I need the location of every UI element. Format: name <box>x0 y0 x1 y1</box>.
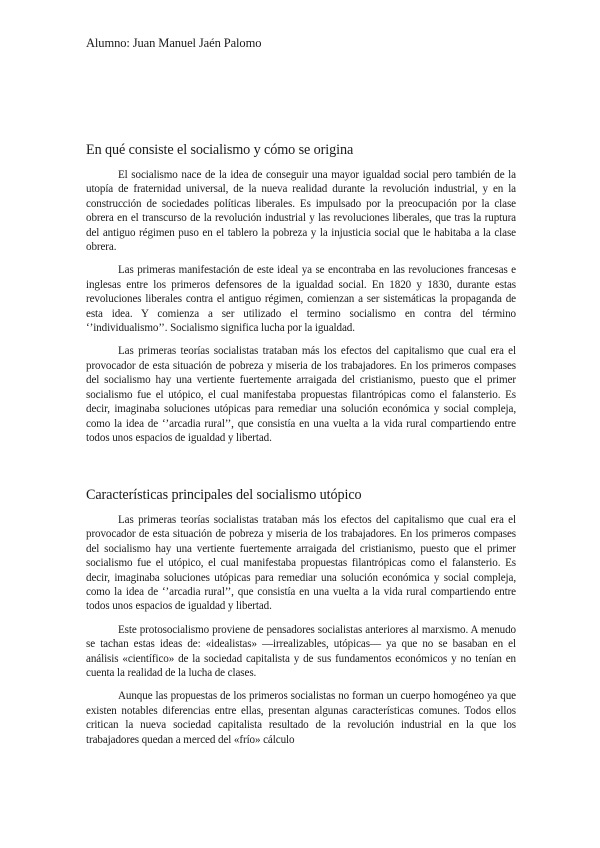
author-line: Alumno: Juan Manuel Jaén Palomo <box>86 36 262 50</box>
section-characteristics <box>86 487 516 756</box>
paragraph: Aunque las propuestas de los primeros socialistas no forman un cuerpo homogéneo ya que existen notables diferencias entre ellas, presentan algunas características comunes. Todos ellos critican la nueva sociedad capitalista resultado de la revolución industrial en la que los trabajadores quedan a merced del «frío» cálculo <box>86 690 516 746</box>
section-origin <box>86 142 516 454</box>
paragraph: El socialismo nace de la idea de conseguir una mayor igualdad social pero también de la utopía de fraternidad universal, de la nueva realidad durante la revolución industrial, y en la construcción de sociedades políticas liberales. Es impulsado por la preocupación por la clase obrera en el transcurso de la revolución industrial y las revoluciones liberales, que tras la ruptura del antiguo régimen puso en el tablero la pobreza y la injusticia social que le habitaba a la clase obrera. <box>86 169 516 254</box>
paragraph: Las primeras teorías socialistas trataban más los efectos del capitalismo que cual era el provocador de esta situación de pobreza y miseria de los trabajadores. En los primeros compases del socialismo hay una vertiente fuertemente arraigada del cristianismo, puesto que el primer socialismo fue el utópico, el cual manifestaba propuestas filantrópicas como el falansterio. Es decir, imaginaba soluciones utópicas para remediar una solución económica y social compleja, como la idea de ‘’arcadia rural’’, que consistía en una vuelta a la vida rural compartiendo entre todos unos espacios de igualdad y libertad. <box>86 345 516 444</box>
paragraph: Las primeras manifestación de este ideal ya se encontraba en las revoluciones francesas e inglesas entre los primeros defensores de la igualdad social. En 1820 y 1830, durante estas revoluciones liberales contra el antiguo régimen, comienzan a ser sistemáticas la propaganda de esta idea. Y comienza a ser utilizado el termino socialismo en contra del término ‘’individualismo’’. Socialismo significa lucha por la igualdad. <box>86 264 516 335</box>
paragraph: Este protosocialismo proviene de pensadores socialistas anteriores al marxismo. A menudo se tachan estas ideas de: «idealistas» —irrealizables, utópicas— ya que no se basaban en el análisis «científico» de la sociedad capitalista y de sus fundamentos económicos y no tenían en cuenta la realidad de la lucha de clases. <box>86 623 516 680</box>
paragraph: Las primeras teorías socialistas trataban más los efectos del capitalismo que cual era el provocador de esta situación de pobreza y miseria de los trabajadores. En los primeros compases del socialismo hay una vertiente fuertemente arraigada del cristianismo, puesto que el primer socialismo fue el utópico, el cual manifestaba propuestas filantrópicas como el falansterio. Es decir, imaginaba soluciones utópicas para remediar una solución económica y social compleja, como la idea de ‘’arcadia rural’’, que consistía en una vuelta a la vida rural compartiendo entre todos unos espacios de igualdad y libertad. <box>86 514 516 613</box>
section-title: En qué consiste el socialismo y cómo se origina <box>86 142 354 158</box>
section-title: Características principales del socialismo utópico <box>86 487 362 503</box>
